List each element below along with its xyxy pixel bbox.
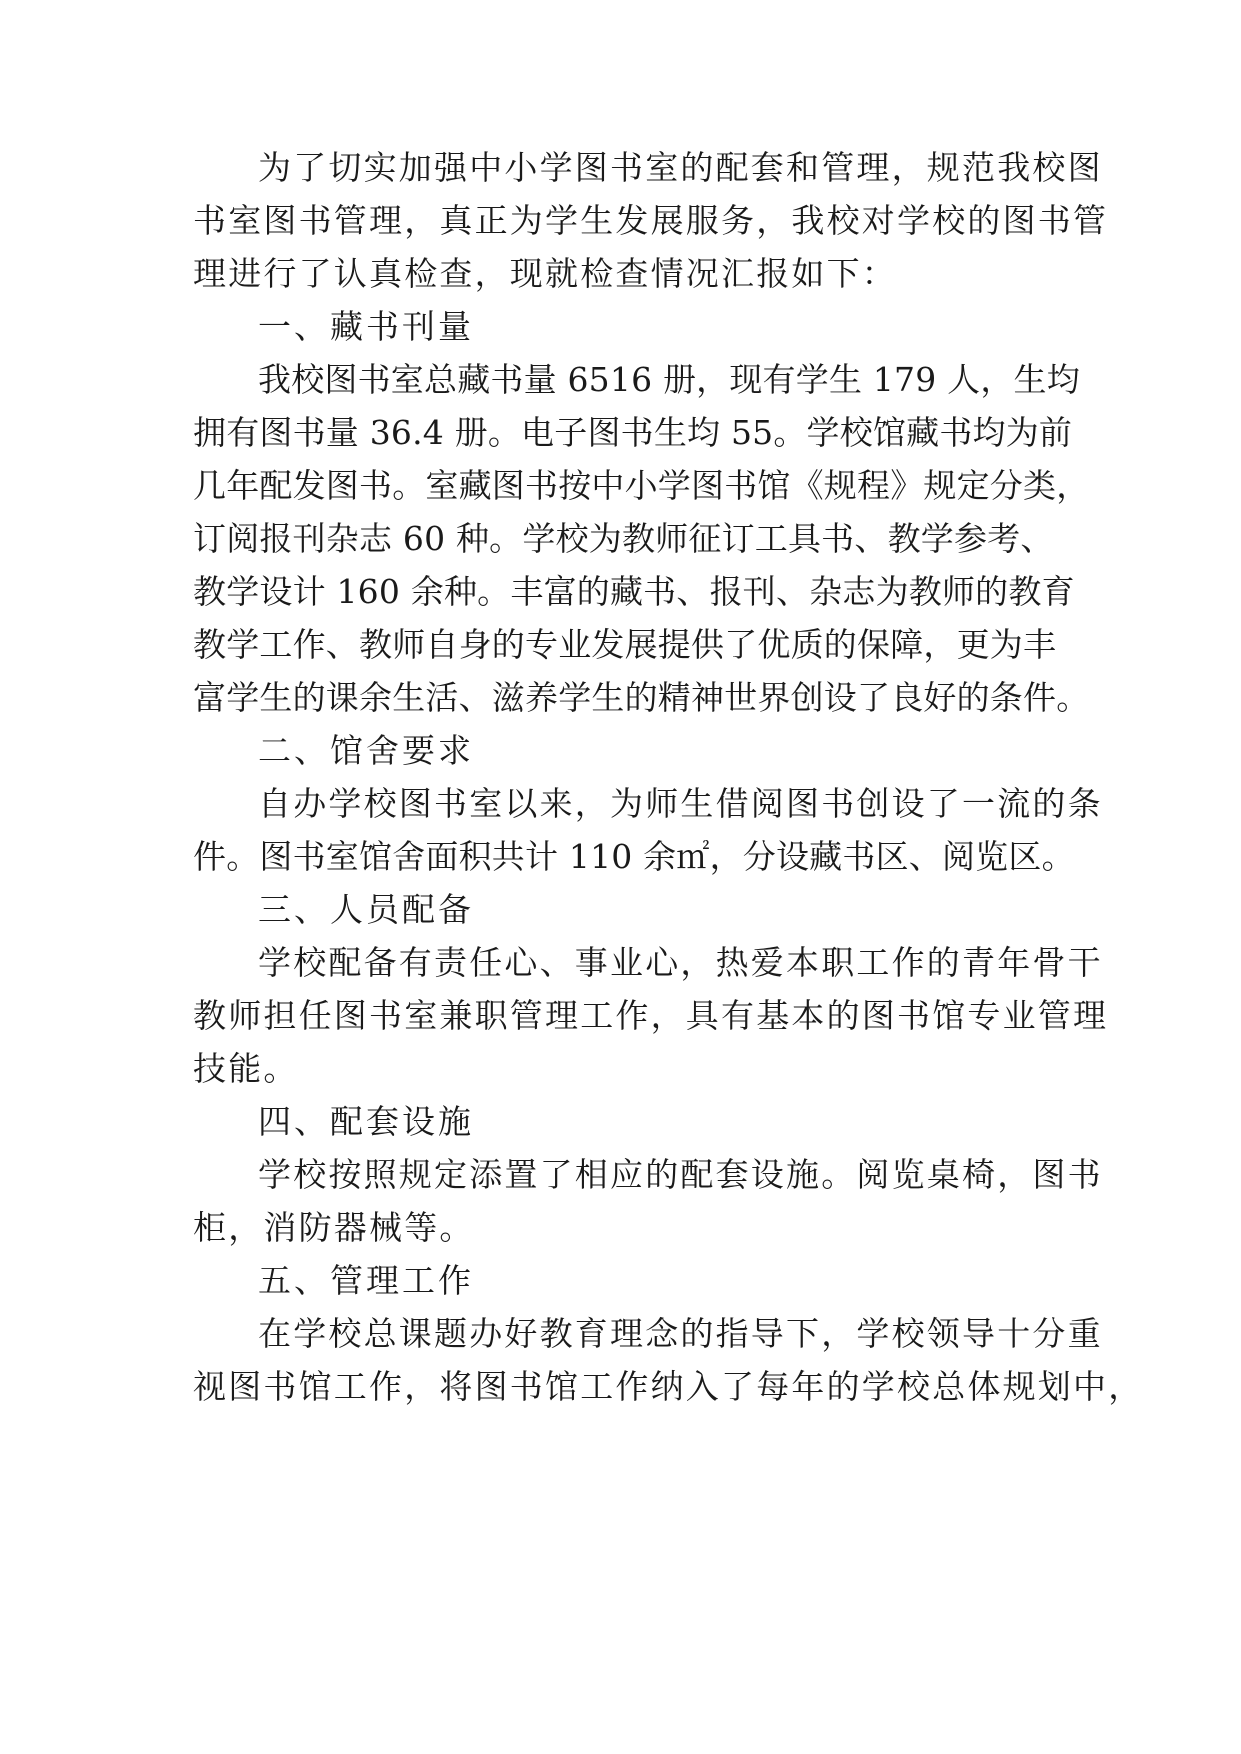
paragraph-line: 技能。	[193, 1049, 299, 1088]
paragraph-line: 教学工作、教师自身的专业发展提供了优质的保障，更为丰	[193, 625, 1057, 664]
paragraph-line: 我校图书室总藏书量 6516 册，现有学生 179 人，生均	[258, 360, 1080, 399]
paragraph-line: 件。图书室馆舍面积共计 110 余㎡，分设藏书区、阅览区。	[193, 837, 1075, 876]
paragraph-line: 富学生的课余生活、滋养学生的精神世界创设了良好的条件。	[193, 678, 1090, 717]
section-heading: 二、馆舍要求	[258, 731, 474, 770]
section-heading: 三、人员配备	[258, 890, 474, 929]
paragraph-line: 自办学校图书室以来，为师生借阅图书创设了一流的条	[258, 784, 1103, 823]
paragraph-line: 学校配备有责任心、事业心，热爱本职工作的青年骨干	[258, 943, 1103, 982]
paragraph-line: 为了切实加强中小学图书室的配套和管理，规范我校图	[258, 148, 1103, 187]
paragraph-line: 几年配发图书。室藏图书按中小学图书馆《规程》规定分类，	[193, 466, 1090, 505]
paragraph-line: 理进行了认真检查，现就检查情况汇报如下：	[193, 254, 897, 293]
paragraph-line: 书室图书管理，真正为学生发展服务，我校对学校的图书管	[193, 201, 1109, 240]
section-heading: 四、配套设施	[258, 1102, 474, 1141]
paragraph-line: 学校按照规定添置了相应的配套设施。阅览桌椅，图书	[258, 1155, 1103, 1194]
paragraph-line: 订阅报刊杂志 60 种。学校为教师征订工具书、教学参考、	[193, 519, 1054, 558]
paragraph-line: 在学校总课题办好教育理念的指导下，学校领导十分重	[258, 1314, 1103, 1353]
section-heading: 五、管理工作	[258, 1261, 474, 1300]
paragraph-line: 教学设计 160 余种。丰富的藏书、报刊、杂志为教师的教育	[193, 572, 1075, 611]
paragraph-line: 拥有图书量 36.4 册。电子图书生均 55。学校馆藏书均为前	[193, 413, 1073, 452]
paragraph-line: 视图书馆工作，将图书馆工作纳入了每年的学校总体规划中，	[193, 1367, 1144, 1406]
section-heading: 一、藏书刊量	[258, 307, 474, 346]
paragraph-line: 柜，消防器械等。	[193, 1208, 475, 1247]
paragraph-line: 教师担任图书室兼职管理工作，具有基本的图书馆专业管理	[193, 996, 1109, 1035]
